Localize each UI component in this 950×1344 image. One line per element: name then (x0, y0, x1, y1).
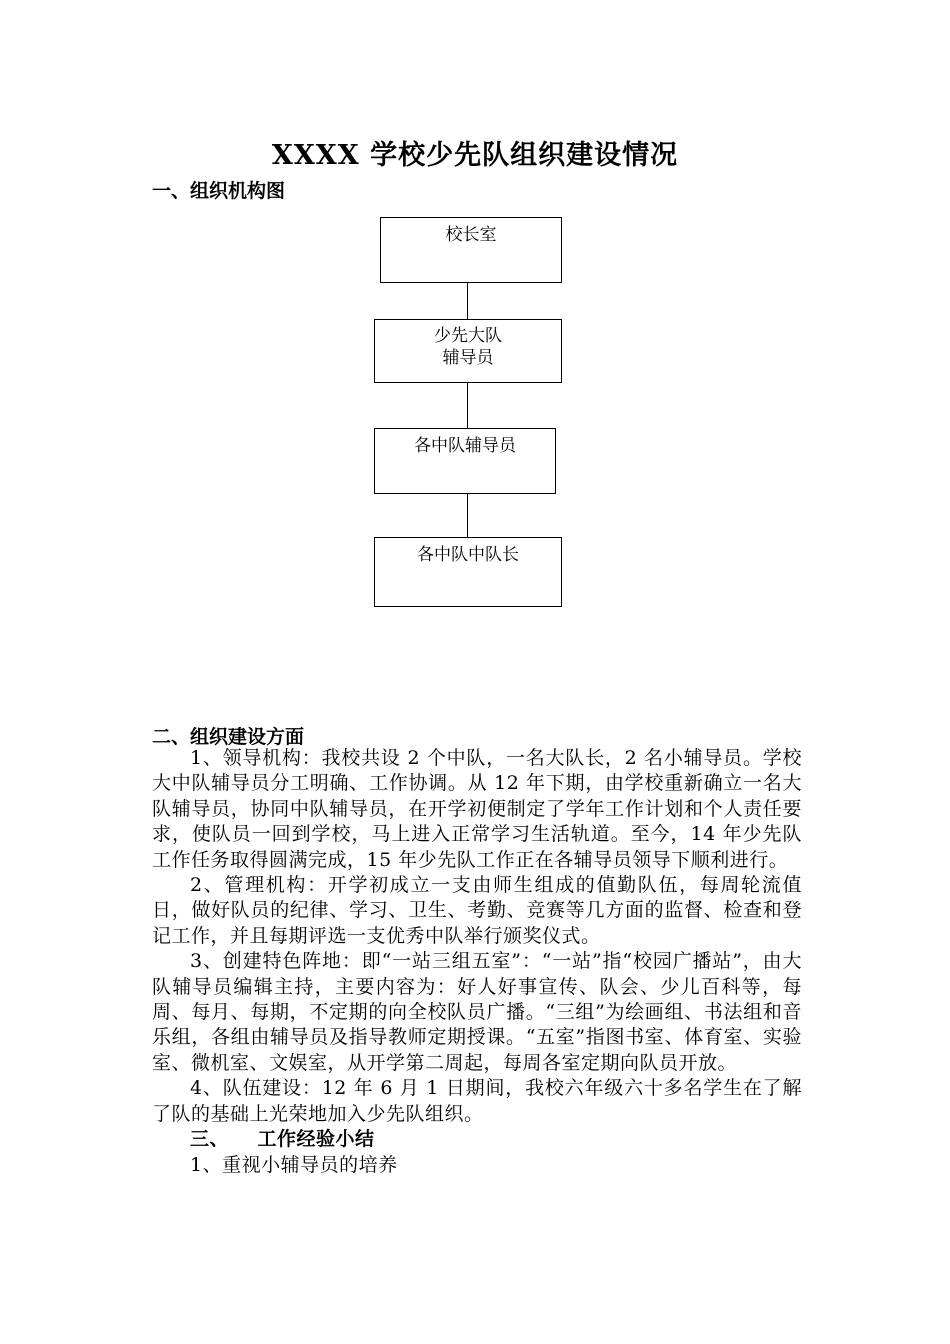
section-heading-org-building: 二、组织建设方面 (152, 726, 305, 748)
section-heading-org-chart: 一、组织机构图 (152, 180, 286, 202)
paragraph-leadership: 1、领导机构：我校共设 2 个中队，一名大队长，2 名小辅导员。学校大中队辅导员分工明确、工作协调。从 12 年下期，由学校重新确立一名大队辅导员，协同中队辅导员，在开学初便制定了学年工作计划和个人责任要求，使队员一回到学校，马上进入正常学习生活轨道。至今，14 年少先队工作任务取得圆满完成，15 年少先队工作正在各辅导员领导下顺利进行。 (152, 747, 802, 871)
org-box-principal-office (380, 217, 562, 283)
summary-item: 1、重视小辅导员的培养 (190, 1153, 398, 1176)
paragraph-special-venues: 3、创建特色阵地：即“一站三组五室”：“一站”指“校园广播站”，由大队辅导员编辑主持，主要内容为：好人好事宣传、队会、少儿百科等，每周、每月、每期，不定期的向全校队员广播。“三组”为绘画组、书法组和音乐组，各组由辅导员及指导教师定期授课。“五室”指图书室、体育室、实验室、微机室、文娱室，从开学第二周起，每周各室定期向队员开放。 (152, 950, 802, 1074)
paragraph-management: 2、管理机构：开学初成立一支由师生组成的值勤队伍，每周轮流值日，做好队员的纪律、学习、卫生、考勤、竞赛等几方面的监督、检查和登记工作，并且每期评选一支优秀中队举行颁奖仪式。 (152, 874, 802, 947)
org-box-label: 各中队中队长 (417, 545, 519, 565)
org-connector (467, 383, 468, 428)
org-connector (467, 494, 468, 537)
page-title: XXXX 学校少先队组织建设情况 (271, 140, 679, 171)
section-heading-experience-summary: 三、 工作经验小结 (190, 1128, 375, 1151)
org-connector (467, 283, 468, 319)
org-box-label: 校长室 (445, 225, 497, 245)
org-box-label: 少先大队 辅导员 (434, 326, 502, 368)
org-box-brigade-counselor (374, 319, 562, 383)
org-box-squadron-counselors (374, 428, 556, 494)
paragraph-team-building: 4、队伍建设：12 年 6 月 1 日期间，我校六年级六十多名学生在了解了队的基础上光荣地加入少先队组织。 (152, 1077, 802, 1125)
body-text (152, 746, 802, 1178)
org-box-squadron-leaders (374, 537, 562, 607)
org-box-label: 各中队辅导员 (414, 436, 516, 456)
